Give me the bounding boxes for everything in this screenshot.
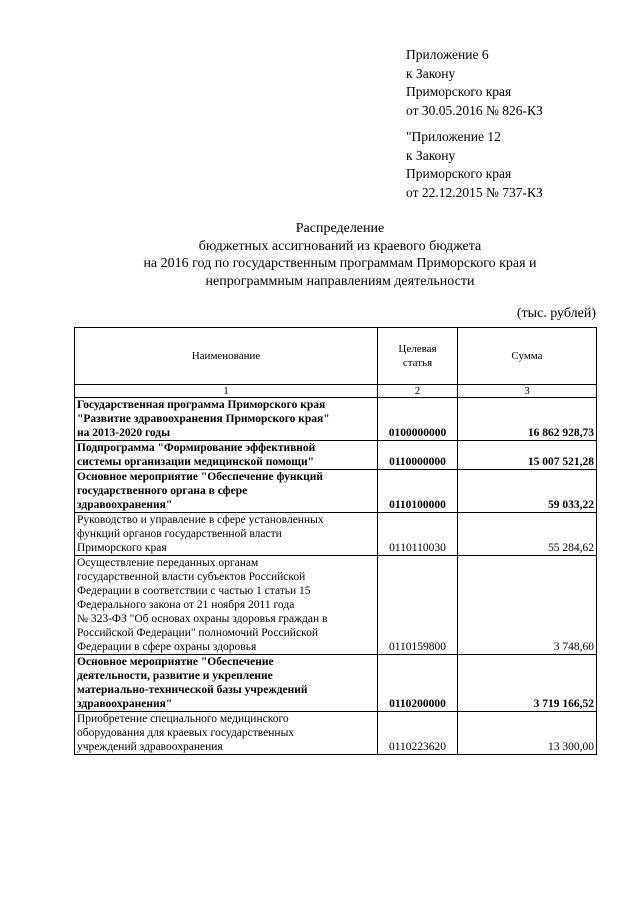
row-name	[75, 441, 378, 470]
title-line: Распределение	[295, 221, 385, 236]
units-label: (тыс. рублей)	[516, 306, 596, 321]
table-row	[75, 712, 597, 755]
document-title	[60, 220, 620, 290]
row-sum: 59 033,22	[458, 470, 597, 513]
appendix-6-reference	[406, 46, 543, 120]
row-sum: 3 748,60	[458, 556, 597, 655]
appendix-line: от 30.05.2016 № 826-КЗ	[406, 102, 543, 118]
row-name-line: деятельности, развитие и укрепление	[77, 670, 273, 682]
appendix-line: к Закону	[406, 65, 456, 81]
row-name-line: Руководство и управление в сфере установленных	[77, 514, 324, 526]
row-name-line: функций органов государственной власти	[77, 528, 282, 540]
row-target-article: 0110200000	[378, 655, 458, 712]
row-name-line: учреждений здравоохранения	[77, 741, 223, 753]
row-target-article: 0110223620	[378, 712, 458, 755]
header-target-line: статья	[402, 357, 433, 369]
title-line: непрограммным направлениям деятельности	[205, 273, 475, 289]
row-name-line: государственной власти субъектов Российской	[77, 571, 306, 583]
row-name-line: "Развитие здравоохранения Приморского края"	[77, 413, 330, 425]
row-name-line: Основное мероприятие "Обеспечение функций	[77, 471, 324, 483]
column-number-row	[75, 385, 597, 398]
row-target-article: 0110000000	[378, 441, 458, 470]
row-name	[75, 470, 378, 513]
appendix-line: Приморского края	[406, 166, 512, 181]
row-name	[75, 513, 378, 556]
row-name-line: государственного органа в сфере	[77, 485, 248, 497]
budget-table	[74, 327, 597, 755]
header-sum: Сумма	[458, 328, 597, 385]
appendix-line: к Закону	[406, 147, 456, 163]
row-name-line: здравоохранения"	[77, 698, 173, 710]
row-name-line: Федерального закона от 21 ноября 2011 года	[77, 599, 295, 611]
column-number: 2	[378, 385, 458, 398]
row-name-line: Приобретение специального медицинского	[77, 713, 289, 725]
row-target-article: 0100000000	[378, 398, 458, 441]
row-name-line: Основное мероприятие "Обеспечение	[77, 656, 274, 668]
row-name-line: Подпрограмма "Формирование эффективной	[77, 442, 316, 454]
row-name	[75, 655, 378, 712]
table-row	[75, 556, 597, 655]
row-name-line: Государственная программа Приморского края	[77, 399, 326, 411]
row-name	[75, 398, 378, 441]
title-line: на 2016 год по государственным программам Приморского края и	[143, 256, 537, 271]
row-sum: 13 300,00	[458, 712, 597, 755]
appendix-line: Приморского края	[406, 84, 512, 99]
row-name-line: Федерации в соответствии с частью 1 статьи 15	[77, 585, 311, 597]
table-row	[75, 655, 597, 712]
table-row	[75, 470, 597, 513]
table-row	[75, 441, 597, 470]
row-name-line: на 2013-2020 годы	[77, 427, 171, 439]
row-name-line: здравоохранения"	[77, 499, 173, 511]
row-name-line: Федерации в сфере охраны здоровья	[77, 641, 257, 653]
header-target-article	[378, 328, 458, 385]
appendix-line: Приложение 6	[406, 47, 489, 62]
appendix-line: "Приложение 12	[406, 129, 501, 144]
column-number: 1	[75, 385, 378, 398]
header-target-line: Целевая	[398, 343, 437, 355]
row-sum: 15 007 521,28	[458, 441, 597, 470]
row-sum: 16 862 928,73	[458, 398, 597, 441]
row-name-line: № 323-ФЗ "Об основах охраны здоровья граждан в	[77, 613, 328, 625]
row-sum: 3 719 166,52	[458, 655, 597, 712]
appendix-12-reference	[406, 128, 543, 202]
title-line: бюджетных ассигнований из краевого бюджета	[198, 238, 482, 254]
row-name-line: оборудования для краевых государственных	[77, 727, 295, 739]
row-target-article: 0110110030	[378, 513, 458, 556]
table-row	[75, 513, 597, 556]
row-name-line: системы организации медицинской помощи"	[77, 456, 315, 468]
appendix-line: от 22.12.2015 № 737-КЗ	[406, 184, 543, 200]
row-target-article: 0110159800	[378, 556, 458, 655]
table-header-row	[75, 328, 597, 385]
row-name	[75, 556, 378, 655]
table-row	[75, 398, 597, 441]
column-number: 3	[458, 385, 597, 398]
row-name-line: Осуществление переданных органам	[77, 557, 259, 569]
header-name: Наименование	[75, 328, 378, 385]
row-name-line: материально-технической базы учреждений	[77, 684, 308, 696]
row-sum: 55 284,62	[458, 513, 597, 556]
row-name-line: Приморского края	[77, 542, 167, 554]
row-name-line: Российской Федерации" полномочий Российской	[77, 627, 318, 639]
row-name	[75, 712, 378, 755]
row-target-article: 0110100000	[378, 470, 458, 513]
